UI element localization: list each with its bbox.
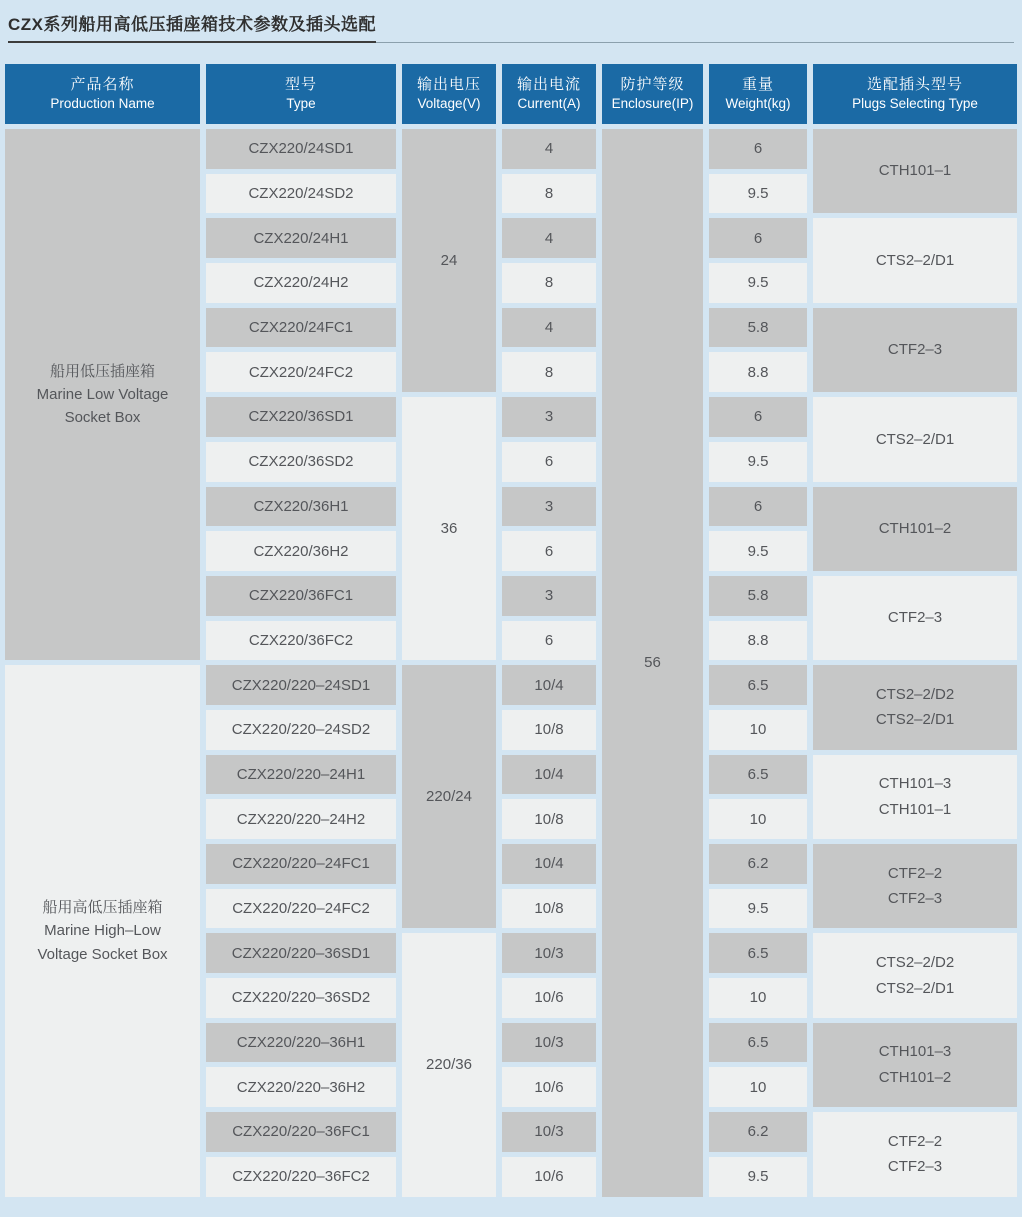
type-cell	[206, 978, 396, 1018]
column-header	[5, 64, 200, 124]
voltage-cell-text: 220/24	[426, 788, 472, 806]
current-cell	[502, 710, 596, 750]
column-header	[206, 64, 396, 124]
weight-cell-text: 9.5	[747, 453, 769, 471]
column-header	[402, 64, 496, 124]
weight-cell-text: 6.2	[747, 1123, 769, 1141]
current-cell	[502, 263, 596, 303]
weight-cell	[709, 576, 807, 616]
weight-cell-text: 9.5	[747, 542, 769, 560]
plug-type-cell-text: CTF2–3	[887, 341, 943, 359]
weight-cell-text: 6.5	[747, 944, 769, 962]
weight-cell-text: 8.8	[747, 363, 769, 381]
column-header-en: Type	[286, 96, 316, 112]
weight-cell-text: 9.5	[747, 185, 769, 203]
plug-type-cell-text: CTH101–1	[878, 162, 952, 180]
current-cell-text: 3	[544, 408, 554, 426]
voltage-cell	[402, 933, 496, 1196]
weight-cell-text: 6.5	[747, 1034, 769, 1052]
type-cell-text: CZX220/220–36FC1	[232, 1123, 370, 1141]
type-cell-text: CZX220/36FC1	[248, 587, 354, 605]
type-cell	[206, 397, 396, 437]
column-header-en: Voltage(V)	[417, 96, 481, 112]
weight-cell	[709, 218, 807, 258]
type-cell-text: CZX220/36H1	[253, 497, 349, 515]
plug-type-cell	[813, 755, 1017, 839]
product-name-cell-text: Voltage Socket Box	[37, 945, 168, 963]
weight-cell-text: 8.8	[747, 631, 769, 649]
weight-cell-text: 6	[753, 408, 763, 426]
type-cell-text: CZX220/36SD2	[248, 453, 354, 471]
weight-cell	[709, 1067, 807, 1107]
plug-type-cell-text: CTH101–3	[878, 775, 952, 793]
current-cell	[502, 487, 596, 527]
product-name-cell-text: 船用高低压插座箱	[42, 899, 163, 916]
plug-type-cell-text: CTH101–2	[878, 1068, 952, 1086]
weight-cell	[709, 978, 807, 1018]
plug-type-cell-text: CTH101–3	[878, 1043, 952, 1061]
plug-type-cell	[813, 933, 1017, 1017]
voltage-cell-text: 220/36	[426, 1056, 472, 1074]
current-cell-text: 6	[544, 542, 554, 560]
current-cell-text: 3	[544, 497, 554, 515]
type-cell-text: CZX220/36SD1	[248, 408, 354, 426]
weight-cell	[709, 308, 807, 348]
plug-type-cell-text: CTH101–2	[878, 519, 952, 537]
column-header-en: Enclosure(IP)	[611, 96, 694, 112]
plug-type-cell	[813, 487, 1017, 571]
current-cell-text: 10/3	[534, 1123, 564, 1141]
type-cell-text: CZX220/220–24SD2	[231, 721, 371, 739]
type-cell	[206, 710, 396, 750]
current-cell	[502, 799, 596, 839]
plug-type-cell-text: CTF2–3	[887, 1158, 943, 1176]
current-cell-text: 6	[544, 453, 554, 471]
column-header-zh: 防护等级	[620, 75, 685, 93]
page-title-block	[8, 0, 1014, 43]
column-header	[602, 64, 703, 124]
type-cell-text: CZX220/220–24FC2	[232, 900, 370, 918]
weight-cell	[709, 1112, 807, 1152]
column-header-zh: 产品名称	[70, 75, 135, 93]
current-cell-text: 3	[544, 587, 554, 605]
current-cell-text: 10/8	[534, 721, 564, 739]
enclosure-ip-cell	[602, 129, 703, 1197]
voltage-cell-text: 36	[440, 520, 458, 538]
plug-type-cell-text: CTF2–2	[887, 864, 943, 882]
voltage-cell	[402, 397, 496, 660]
weight-cell	[709, 1023, 807, 1063]
plug-type-cell	[813, 844, 1017, 928]
current-cell	[502, 174, 596, 214]
type-cell	[206, 442, 396, 482]
weight-cell	[709, 487, 807, 527]
column-header	[709, 64, 807, 124]
plug-type-cell	[813, 129, 1017, 213]
weight-cell	[709, 174, 807, 214]
plug-type-cell	[813, 1023, 1017, 1107]
weight-cell	[709, 889, 807, 929]
current-cell-text: 10/6	[534, 1078, 564, 1096]
plug-type-cell	[813, 397, 1017, 481]
type-cell-text: CZX220/24H1	[253, 229, 349, 247]
plug-type-cell-text: CTH101–1	[878, 800, 952, 818]
product-name-cell	[5, 665, 200, 1196]
weight-cell-text: 6	[753, 497, 763, 515]
type-cell-text: CZX220/220–24H2	[236, 810, 366, 828]
type-cell	[206, 263, 396, 303]
weight-cell	[709, 263, 807, 303]
plug-type-cell-text: CTF2–3	[887, 609, 943, 627]
type-cell	[206, 487, 396, 527]
type-cell-text: CZX220/220–36H1	[236, 1034, 366, 1052]
type-cell-text: CZX220/220–36H2	[236, 1078, 366, 1096]
product-name-cell-text: Marine Low Voltage	[36, 386, 169, 403]
weight-cell	[709, 129, 807, 169]
current-cell	[502, 531, 596, 571]
current-cell-text: 8	[544, 363, 554, 381]
current-cell	[502, 755, 596, 795]
current-cell	[502, 844, 596, 884]
plug-type-cell-text: CTS2–2/D1	[875, 711, 955, 729]
voltage-cell-text: 24	[440, 252, 458, 270]
plug-type-cell-text: CTF2–3	[887, 890, 943, 908]
current-cell	[502, 1023, 596, 1063]
column-header-en: Weight(kg)	[725, 96, 791, 112]
weight-cell-text: 10	[749, 810, 767, 828]
weight-cell	[709, 844, 807, 884]
type-cell	[206, 531, 396, 571]
type-cell-text: CZX220/24SD1	[248, 140, 354, 158]
current-cell	[502, 665, 596, 705]
plug-type-cell-text: CTF2–2	[887, 1132, 943, 1150]
column-header	[502, 64, 596, 124]
current-cell	[502, 397, 596, 437]
current-cell	[502, 352, 596, 392]
weight-cell-text: 6.2	[747, 855, 769, 873]
plug-type-cell-text: CTS2–2/D1	[875, 430, 955, 448]
weight-cell-text: 6.5	[747, 676, 769, 694]
type-cell	[206, 799, 396, 839]
column-header-en: Plugs Selecting Type	[852, 96, 978, 112]
weight-cell-text: 6	[753, 229, 763, 247]
product-name-cell-text: Marine High–Low	[44, 922, 161, 940]
type-cell-text: CZX220/220–24SD1	[231, 676, 371, 694]
plug-type-cell	[813, 1112, 1017, 1196]
weight-cell	[709, 352, 807, 392]
column-header-zh: 输出电压	[416, 75, 481, 93]
weight-cell-text: 5.8	[747, 587, 769, 605]
type-cell	[206, 755, 396, 795]
weight-cell	[709, 442, 807, 482]
type-cell	[206, 308, 396, 348]
weight-cell	[709, 665, 807, 705]
current-cell-text: 6	[544, 631, 554, 649]
current-cell	[502, 1067, 596, 1107]
page-title: CZX系列船用高低压插座箱技术参数及插头选配	[8, 10, 376, 43]
current-cell-text: 10/6	[534, 989, 564, 1007]
current-cell-text: 10/3	[534, 944, 564, 962]
type-cell-text: CZX220/24SD2	[248, 185, 354, 203]
type-cell	[206, 1157, 396, 1197]
type-cell-text: CZX220/220–36SD2	[231, 989, 371, 1007]
current-cell-text: 10/4	[534, 676, 564, 694]
type-cell	[206, 129, 396, 169]
plug-type-cell-text: CTS2–2/D2	[875, 954, 955, 972]
type-cell	[206, 576, 396, 616]
type-cell-text: CZX220/24FC1	[248, 319, 354, 337]
current-cell-text: 10/3	[534, 1034, 564, 1052]
voltage-cell	[402, 665, 496, 928]
weight-cell-text: 10	[749, 989, 767, 1007]
column-header-en: Current(A)	[517, 96, 581, 112]
weight-cell-text: 6.5	[747, 765, 769, 783]
weight-cell	[709, 710, 807, 750]
type-cell-text: CZX220/36H2	[253, 542, 349, 560]
column-header-zh: 重量	[741, 75, 774, 93]
type-cell	[206, 933, 396, 973]
type-cell	[206, 844, 396, 884]
weight-cell	[709, 933, 807, 973]
type-cell-text: CZX220/220–36SD1	[231, 944, 371, 962]
spec-table	[5, 64, 1017, 1197]
voltage-cell	[402, 129, 496, 392]
weight-cell-text: 9.5	[747, 274, 769, 292]
type-cell	[206, 352, 396, 392]
weight-cell	[709, 1157, 807, 1197]
type-cell	[206, 1067, 396, 1107]
current-cell	[502, 1112, 596, 1152]
type-cell-text: CZX220/24H2	[253, 274, 349, 292]
current-cell	[502, 1157, 596, 1197]
weight-cell-text: 9.5	[747, 900, 769, 918]
enclosure-ip-cell-text: 56	[644, 654, 661, 672]
product-name-cell-text: 船用低压插座箱	[49, 362, 155, 380]
type-cell	[206, 665, 396, 705]
weight-cell	[709, 397, 807, 437]
weight-cell-text: 9.5	[747, 1168, 769, 1186]
plug-type-cell-text: CTS2–2/D1	[875, 251, 955, 269]
weight-cell-text: 6	[753, 140, 763, 158]
type-cell-text: CZX220/24FC2	[248, 363, 354, 381]
column-header-zh: 输出电流	[516, 75, 581, 93]
weight-cell	[709, 755, 807, 795]
plug-type-cell	[813, 218, 1017, 302]
current-cell-text: 10/8	[534, 810, 564, 828]
current-cell-text: 4	[544, 319, 554, 337]
plug-type-cell	[813, 576, 1017, 660]
plug-type-cell-text: CTS2–2/D2	[875, 685, 955, 703]
current-cell	[502, 889, 596, 929]
current-cell-text: 10/4	[534, 855, 564, 873]
current-cell	[502, 442, 596, 482]
current-cell	[502, 978, 596, 1018]
current-cell-text: 4	[544, 229, 554, 247]
type-cell	[206, 174, 396, 214]
current-cell-text: 10/8	[534, 900, 564, 918]
plug-type-cell-text: CTS2–2/D1	[875, 979, 955, 997]
weight-cell-text: 5.8	[747, 319, 769, 337]
type-cell-text: CZX220/220–24FC1	[232, 855, 370, 873]
type-cell-text: CZX220/220–24H1	[236, 765, 366, 783]
column-header	[813, 64, 1017, 124]
type-cell	[206, 889, 396, 929]
current-cell-text: 10/6	[534, 1168, 564, 1186]
type-cell	[206, 218, 396, 258]
current-cell	[502, 933, 596, 973]
type-cell	[206, 621, 396, 661]
weight-cell-text: 10	[749, 721, 767, 739]
product-name-cell	[5, 129, 200, 660]
plug-type-cell	[813, 665, 1017, 749]
current-cell	[502, 308, 596, 348]
type-cell	[206, 1023, 396, 1063]
current-cell-text: 8	[544, 274, 554, 292]
current-cell-text: 4	[544, 140, 554, 158]
product-name-cell-text: Socket Box	[64, 409, 141, 427]
current-cell-text: 8	[544, 185, 554, 203]
weight-cell	[709, 531, 807, 571]
current-cell-text: 10/4	[534, 765, 564, 783]
type-cell-text: CZX220/36FC2	[248, 631, 354, 649]
weight-cell	[709, 799, 807, 839]
column-header-zh: 型号	[284, 75, 317, 93]
plug-type-cell	[813, 308, 1017, 392]
type-cell-text: CZX220/220–36FC2	[232, 1168, 370, 1186]
type-cell	[206, 1112, 396, 1152]
current-cell	[502, 218, 596, 258]
column-header-zh: 选配插头型号	[866, 75, 963, 93]
weight-cell-text: 10	[749, 1078, 767, 1096]
column-header-en: Production Name	[50, 96, 155, 112]
current-cell	[502, 621, 596, 661]
weight-cell	[709, 621, 807, 661]
current-cell	[502, 576, 596, 616]
current-cell	[502, 129, 596, 169]
